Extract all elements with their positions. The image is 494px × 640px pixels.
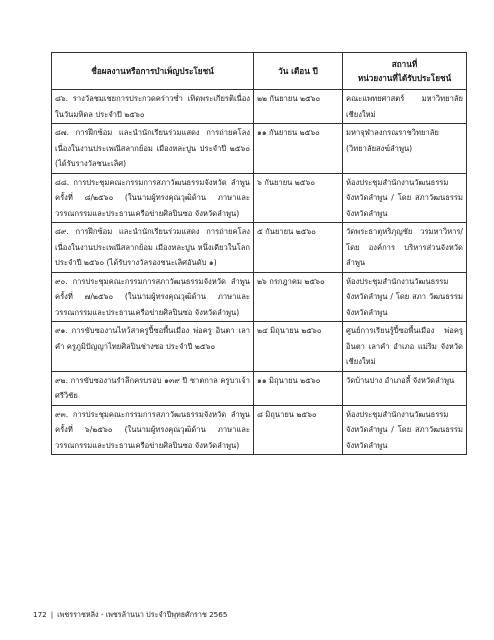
page-footer: [33, 610, 227, 621]
cell-name: ๙๓. การประชุมคณะกรรมการสภาวัฒนธรรมจังหวัด ลำพูน ครั้งที่ ๖/๒๕๖๐ (ในนามผู้ทรงคุณวุฒิด้าน ภาษาและวรรณกรรมและประธานเครือข่ายศิลปินซอ จังหวัดลำพูน): [52, 405, 254, 455]
table-body: [52, 90, 467, 455]
cell-date: ๑๑ กันยายน ๒๕๖๐: [254, 124, 343, 174]
cell-org: วัดพระธาตุหริภุญชัย วรมหาวิหาร/ โดย องค์การ บริหารส่วนจังหวัดลำพูน: [343, 223, 467, 273]
header-org-line2: หน่วยงานที่ได้รับประโยชน์: [357, 73, 452, 83]
cell-date: ๘ มิถุนายน ๒๕๖๐: [254, 405, 343, 455]
cell-date: ๕ กันยายน ๒๕๖๐: [254, 223, 343, 273]
cell-name: ๙๒. การขับซองานรำลึกครบรอบ ๑๓๙ ปี ชาตกาล ครูบาเจ้าศรีวิชัย: [52, 371, 254, 405]
cell-name: ๘๖. รางวัลชมเชยการประกวดคร่าวซ่ำ เทิดพระเกียรติเนื่องในวันมหิดล ประจำปี ๒๕๖๐: [52, 90, 254, 124]
header-date: วัน เดือน ปี: [254, 53, 343, 90]
cell-org: วัดบ้านปาง อำเภอลี้ จังหวัดลำพูน: [343, 371, 467, 405]
table-row: [52, 223, 467, 273]
footer-separator: |: [50, 610, 54, 619]
cell-org: ห้องประชุมสำนักงานวัฒนธรรม จังหวัดลำพูน / โดย สภาวัฒนธรรมจังหวัดลำพูน: [343, 405, 467, 455]
cell-name: ๘๙. การฝึกซ้อม และนำนักเรียนร่วมแสดง การถ่ายคโลง เนื่องในงานประเพณีสลากย้อม เมืองหละปูน หนึ่งเดียวในโลก ประจำปี ๒๕๖๐ (ได้รับรางวัลรองชนะเลิศอันดับ ๑): [52, 223, 254, 273]
header-org: [343, 53, 467, 90]
cell-org: ศูนย์การเรียนรู้ปี้ซอพื้นเมือง พ่อครูอินตา เลาคำ อำเภอ แม่ริม จังหวัดเชียงใหม่: [343, 322, 467, 372]
table-row: [52, 405, 467, 455]
cell-name: ๙๑. การขับซองานไหว้สาครูปี้ซอพื้นเมือง พ่อครู อินตา เลาคำ ครูภูมิปัญญาไทยศิลปินช่างซอ ประจำปี ๒๕๖๐: [52, 322, 254, 372]
cell-org: มหาจุฬาลงกรณราชวิทยาลัย (วิทยาลัยสงฆ์ลำพูน): [343, 124, 467, 174]
table-row: [52, 322, 467, 372]
cell-date: ๑๑ มิถุนายน ๒๕๖๐: [254, 371, 343, 405]
cell-date: ๒๔ มิถุนายน ๒๕๖๐: [254, 322, 343, 372]
header-org-line1: สถานที่: [391, 59, 418, 69]
cell-date: ๖ กันยายน ๒๕๖๐: [254, 173, 343, 223]
table-row: [52, 272, 467, 322]
cell-org: ห้องประชุมสำนักงานวัฒนธรรม จังหวัดลำพูน / โดย สภา วัฒนธรรมจังหวัดลำพูน: [343, 272, 467, 322]
cell-name: ๘๗. การฝึกซ้อม และนำนักเรียนร่วมแสดง การถ่ายคโลง เนื่องในงานประเพณีสลากย้อม เมืองหละปูน ประจำปี ๒๕๖๐ (ได้รับรางวัลชนะเลิศ): [52, 124, 254, 174]
footer-text: เพชรราชหลิ่ง - เพชรล้านนา ประจำปีพุทธศักราช 2565: [57, 610, 228, 619]
cell-org: คณะแพทยศาสตร์ มหาวิทยาลัยเชียงใหม่: [343, 90, 467, 124]
table-header-row: [52, 53, 467, 90]
cell-org: ห้องประชุมสำนักงานวัฒนธรรม จังหวัดลำพูน / โดย สภาวัฒนธรรมจังหวัดลำพูน: [343, 173, 467, 223]
table-row: [52, 173, 467, 223]
cell-date: ๒๖ กรกฎาคม ๒๕๖๐: [254, 272, 343, 322]
header-name: ชื่อผลงานหรือการบำเพ็ญประโยชน์: [52, 53, 254, 90]
page-number: 172: [33, 610, 47, 619]
achievements-table: [51, 52, 467, 455]
table-row: [52, 371, 467, 405]
cell-date: ๒๒ กันยายน ๒๕๖๐: [254, 90, 343, 124]
cell-name: ๘๘. การประชุมคณะกรรมการสภาวัฒนธรรมจังหวัด ลำพูน ครั้งที่ ๘/๒๕๖๐ (ในนามผู้ทรงคุณวุฒิด้าน ภาษาและวรรณกรรมและประธานเครือข่ายศิลปินซอ จังหวัดลำพูน): [52, 173, 254, 223]
cell-name: ๙๐. การประชุมคณะกรรมการสภาวัฒนธรรมจังหวัด ลำพูน ครั้งที่ ๗/๒๕๖๐ (ในนามผู้ทรงคุณวุฒิด้าน ภาษาและวรรณกรรมและประธานเครือข่ายศิลปินซอ จังหวัดลำพูน): [52, 272, 254, 322]
table-row: [52, 124, 467, 174]
table-row: [52, 90, 467, 124]
